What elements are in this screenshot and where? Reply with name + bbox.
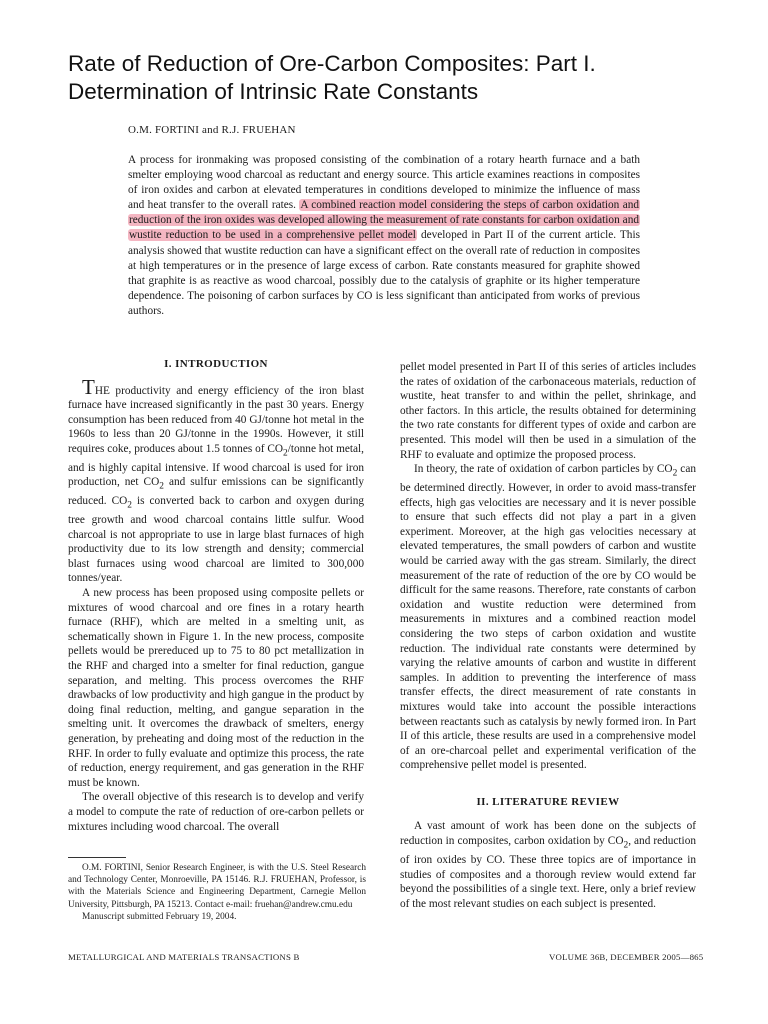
body-text: , and reduction of iron oxides by CO. These three topics are of importance in studies of composites and a thorough review would extend far beyond the possibilities of a single text. Here, only a brief review of the most relevant studies on each subject is presented. <box>400 835 696 910</box>
body-text: In theory, the rate of oxidation of carbon particles by CO <box>414 463 673 476</box>
volume-page: VOLUME 36B, DECEMBER 2005—865 <box>549 952 704 962</box>
journal-name: METALLURGICAL AND MATERIALS TRANSACTIONS B <box>68 952 300 962</box>
intro-text: HE productivity and energy efficiency of the iron blast furnace have increased significantly in the past 30 years. Energy consumption has been reduced from 40 GJ/tonne hot metal in the 1960s to less than 20 GJ/tonne in the 1990s. However, it still requires coke, produces about 1.5 tonnes of CO <box>68 384 364 455</box>
author-line: O.M. FORTINI and R.J. FRUEHAN <box>128 124 296 136</box>
footnote <box>68 862 366 923</box>
subscript: 2 <box>159 481 164 492</box>
article-title: Rate of Reduction of Ore-Carbon Composites: Part I. Determination of Intrinsic Rate Constants <box>68 51 596 104</box>
intro-text: and sulfur emissions can be significantly reduced. CO <box>68 476 364 508</box>
intro-paragraph-1 <box>68 374 365 586</box>
literature-paragraph-1 <box>400 819 696 911</box>
section-heading-literature-review: II. LITERATURE REVIEW <box>476 795 620 808</box>
footnote-affiliation: O.M. FORTINI, Senior Research Engineer, is with the U.S. Steel Research and Technology Center, Monroeville, PA 15146. R.J. FRUEHAN, Professor, is with the Materials Science and Engineering Department, Carnegie Mellon University, Pittsburgh, PA 15213. Contact e-mail: fruehan@andrew.cmu.edu <box>68 863 366 910</box>
right-paragraph-2 <box>400 462 696 773</box>
intro-text: /tonne hot metal, and is highly capital intensive. If wood charcoal is used for iron production, net CO <box>68 442 364 489</box>
footnote-divider <box>68 857 126 858</box>
intro-text: is converted back to carbon and oxygen during tree growth and wood charcoal contains little sulfur. Wood charcoal is not appropriate to use in large blast furnaces of high productivity due to its low strength and density; commercial blast furnaces using wood charcoal are limited to 300,000 tonnes/year. <box>68 495 365 585</box>
right-column <box>400 360 696 911</box>
subscript: 2 <box>127 500 132 511</box>
subscript: 2 <box>672 468 678 479</box>
body-text: A vast amount of work has been done on the subjects of reduction in composites, carbon oxidation by CO <box>400 820 696 848</box>
right-paragraph-1: pellet model presented in Part II of this series of articles includes the rates of oxidation of the carbonaceous materials, reduction of wustite, heat transfer to and within the pellet, shrinkage, and other factors. In this article, the results obtained for determining the two rate constants for different types of oxide and carbon are presented. This model will then be used in a simulation of the RHF to evaluate and optimize the proposed process. <box>400 361 696 461</box>
intro-paragraph-3: The overall objective of this research is to develop and verify a model to compute the rate of reduction of ore-carbon pellets or mixtures including wood charcoal. The overall <box>68 791 364 833</box>
body-text: can be determined directly. However, in order to avoid mass-transfer effects, high gas velocities are necessary and it is never possible to ensure that such effects did not play a part in a given experiment. Moreover, at the high gas velocities necessary at elevated temperatures, the small powders of carbon and wustite would be carried away with the gas stream. Similarly, the direct measurement of the rate of reduction of the ore by CO would be difficult for the same reasons. Therefore, rate constants of carbon oxidation and wustite reduction were determined from measurements in mixtures and a combined reaction model considering the two steps of carbon oxidation and wustite reduction. The individual rate constants were determined by varying the relative amounts of carbon and wustite in different samples. In addition to preventing the interference of mass transfer effects, the direct measurement of rate constants in mixtures would take into account the possible interactions between reactants such as catalysis by newly formed iron. In Part II of this article, these results are used in a comprehensive model of an ore-charcoal pellet and experimental verification of the comprehensive pellet model is presented. <box>400 463 696 772</box>
footnote-submitted: Manuscript submitted February 19, 2004. <box>82 911 237 922</box>
abstract <box>128 153 640 319</box>
abstract-text-continued: developed in Part II of the current article. This analysis showed that wustite reduction can have a significant effect on the overall rate of reduction in composites at high temperatures or in the presence of large excess of carbon. Rate constants measured for graphite showed that graphite is as reactive as wood charcoal, possibly due to the catalysis of graphite or its higher temperature dependence. The poisoning of carbon surfaces by CO is less significant than anticipated from works of previous authors. <box>128 229 640 317</box>
left-column <box>68 357 364 834</box>
subscript: 2 <box>283 448 288 459</box>
highlighted-text[interactable]: A combined reaction model considering the steps of carbon oxidation and reduction of the iron oxides was developed allowing the measurement of rate constants for carbon oxidation and wustite reduction to be used in a comprehensive pellet model <box>129 199 640 242</box>
subscript: 2 <box>623 840 629 851</box>
drop-cap: T <box>82 374 95 399</box>
abstract-text: A process for ironmaking was proposed consisting of the combination of a rotary hearth furnace and a bath smelter employing wood charcoal as reductant and energy source. This article examines reactions in composites of iron oxides and carbon at elevated temperatures in conditions developed to minimize the influence of mass and heat transfer to the overall rates. <box>128 154 640 212</box>
section-heading-introduction: I. INTRODUCTION <box>164 358 268 370</box>
intro-paragraph-2: A new process has been proposed using composite pellets or mixtures of wood charcoal and ore fines in a rotary hearth furnace (RHF), which are melted in a smelting unit, as schematically shown in Figure 1. In the new process, composite pellets would be prereduced up to 75 to 80 pct metallization in the RHF and charged into a smelter for final reduction, gangue separation, and melting. This process overcomes the RHF drawbacks of low productivity and high gangue in the product by doing final reduction, melting, and gangue separation in the smelting unit. It overcomes the drawback of smelters, energy generation, by preheating and doing most of the reduction in the RHF. In order to fully evaluate and optimize this process, the rate of reduction, energy requirement, and gas generation in the RHF must be known. <box>68 587 364 789</box>
